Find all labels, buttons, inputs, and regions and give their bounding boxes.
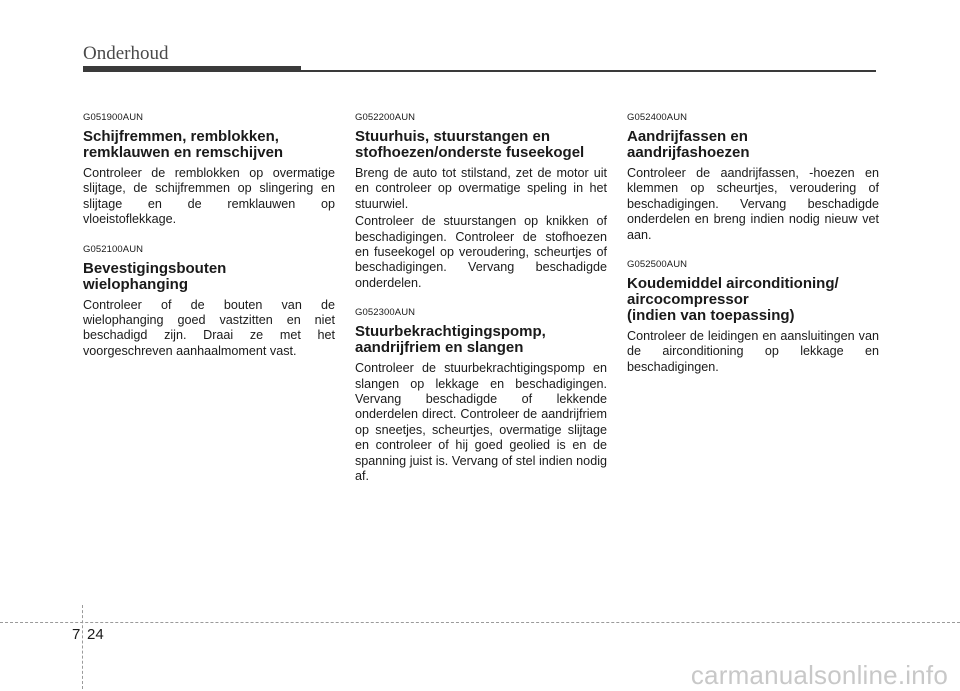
- page-number: 24: [87, 626, 104, 643]
- footer-dashed-rule: [0, 622, 960, 623]
- section-paragraph: Controleer de remblokken op overmatige slijtage, de schijfremmen op slingering en slijtage en de remklauwen op vloeistoflekkage.: [83, 166, 335, 227]
- section-paragraph: Breng de auto tot stilstand, zet de motor uit en controleer op overmatige speling in het stuurwiel.: [355, 166, 607, 211]
- section-heading: Aandrijfassen en aandrijfashoezen: [627, 128, 750, 161]
- page-header-title: Onderhoud: [83, 43, 169, 64]
- section-code: G052100AUN: [83, 243, 144, 255]
- section-air-conditioning: [627, 259, 879, 375]
- section-heading: Bevestigingsbouten wielophanging: [83, 259, 227, 293]
- section-steering: [355, 112, 607, 291]
- section-heading: Koudemiddel airconditioning/ aircocompressor (indien van toepassing): [627, 275, 839, 325]
- section-code: G052400AUN: [627, 112, 688, 123]
- section-paragraph: Controleer de aandrijfassen, -hoezen en klemmen op scheurtjes, veroudering of beschadigingen. Vervang beschadigde onderdelen en breng indien nodig nieuw vet aan.: [627, 166, 879, 242]
- header-rule-thick: [83, 66, 301, 72]
- text-column-1: [83, 112, 335, 375]
- section-drive-shafts: [627, 112, 879, 243]
- section-power-steering: [355, 307, 607, 484]
- section-suspension-bolts: [83, 244, 335, 360]
- section-paragraph: Controleer de stuurbekrachtigingspomp en slangen op lekkage en beschadigingen. Vervang beschadigde of lekkende onderdelen direct. Controleer de aandrijfriem op sneetjes, scheurtjes, overmatige slijtage en controleer of hij goed geolied is en de spanning juist is. Vervang of stel indien nodig af.: [355, 361, 607, 484]
- section-brakes: [83, 112, 335, 228]
- section-heading: Stuurbekrachtigingspomp, aandrijfriem en slangen: [355, 323, 546, 357]
- section-paragraph: Controleer de stuurstangen op knikken of beschadigingen. Controleer de stofhoezen en fuseekogel op veroudering, scheurtjes of beschadigingen. Vervang beschadigde onderdelen.: [355, 214, 607, 290]
- section-code: G052200AUN: [355, 112, 416, 123]
- section-heading: Stuurhuis, stuurstangen en stofhoezen/onderste fuseekogel: [355, 128, 585, 161]
- footer-vertical-dashed-rule: [82, 605, 83, 689]
- watermark-text: carmanualsonline.info: [690, 660, 948, 690]
- section-paragraph: Controleer de leidingen en aansluitingen van de airconditioning op lekkage en beschadigingen.: [627, 329, 879, 374]
- section-paragraph: Controleer of de bouten van de wielophanging goed vastzitten en niet beschadigd zijn. Draai ze met het voorgeschreven aanhaalmoment vast.: [83, 297, 335, 358]
- section-code: G052500AUN: [627, 259, 688, 271]
- section-heading: Schijfremmen, remblokken, remklauwen en remschijven: [83, 128, 284, 161]
- text-column-3: [627, 112, 879, 391]
- text-column-2: [355, 112, 607, 501]
- section-code: G051900AUN: [83, 112, 144, 123]
- chapter-number: 7: [72, 626, 81, 643]
- section-code: G052300AUN: [355, 307, 416, 319]
- header-rule-thin: [301, 70, 876, 72]
